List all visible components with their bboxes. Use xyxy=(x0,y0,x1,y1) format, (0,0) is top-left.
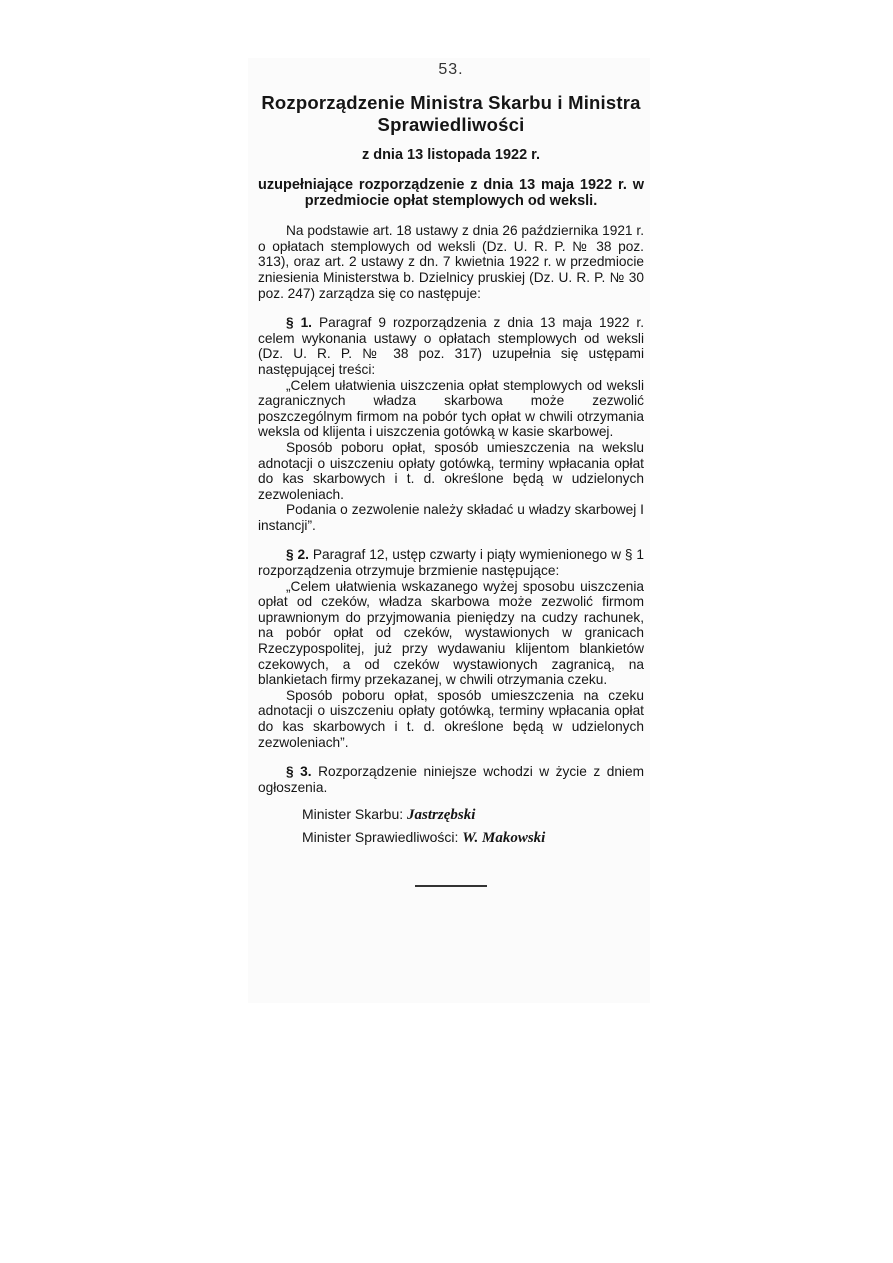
signature-name: W. Makowski xyxy=(462,830,546,847)
section-1-paragraph xyxy=(258,315,644,377)
signature-role: Minister Sprawiedliwości: xyxy=(302,829,459,846)
section-2-text: Paragraf 12, ustęp czwarty i piąty wymienionego w § 1 rozporządzenia otrzymuje brzmienie następujące: xyxy=(258,547,644,579)
document-subject: uzupełniające rozporządzenie z dnia 13 maja 1922 r. w przedmiocie opłat stemplowych od weksli. xyxy=(258,177,644,210)
section-2-quote-2: Sposób poboru opłat, sposób umieszczenia na czeku adnotacji o uiszczeniu opłaty gotówką, terminy wpłacania opłat do kas skarbowych i t. d. określone będą w udzielonych zezwoleniach”. xyxy=(258,687,644,750)
section-3-text: Rozporządzenie niniejsze wchodzi w życie z dniem ogłoszenia. xyxy=(258,764,644,795)
section-3-number: § 3. xyxy=(286,764,312,780)
signature-role: Minister Skarbu: xyxy=(302,806,404,823)
document-title: Rozporządzenie Ministra Skarbu i Ministra Sprawiedliwości xyxy=(261,91,641,135)
section-1-quote-2: Sposób poboru opłat, sposób umieszczenia na wekslu adnotacji o uiszczeniu opłaty gotówką, terminy wpłacania opłat do kas skarbowych i t. d. określone będą w udzielonych zezwoleniach. xyxy=(258,439,644,502)
signature-line-treasury xyxy=(302,805,644,824)
section-3-paragraph xyxy=(258,764,644,795)
preamble-paragraph: Na podstawie art. 18 ustawy z dnia 26 październikа 1921 r. o opłatach stemplowych od weksli (Dz. U. R. P. № 38 poz. 313), oraz art. 2 ustawy z dn. 7 kwietnia 1922 r. w przedmiocie zniesienia Ministerstwa b. Dzielnicy pruskiej (Dz. U. R. P. № 30 poz. 247) zarządza się co następuje: xyxy=(258,223,644,301)
section-1-text: Paragraf 9 rozporządzenia z dnia 13 maja 1922 r. celem wykonania ustawy o opłatach stemplowych od weksli (Dz. U. R. P. № 38 poz. 317) uzupełnia się ustępami następującej treści: xyxy=(258,315,644,377)
closing-rule xyxy=(415,885,487,887)
section-2-quote-1: „Celem ułatwienia wskazanego wyżej sposobu uiszczenia opłat od czeków, władza skarbowa może zezwolić firmom uprawnionym do przyjmowania pieniędzy na cudzy rachunek, na pobór opłat od czeków, wystawionych w granicach Rzeczypospolitej, już przy wydawaniu klijentom blankietów czekowych, a od czeków wystawionych zagranicą, na blankietach firmy przekazanej, w chwili otrzymania czeku. xyxy=(258,578,644,688)
document-date: z dnia 13 listopada 1922 r. xyxy=(361,146,541,163)
signature-line-justice xyxy=(302,828,644,847)
section-1-number: § 1. xyxy=(286,315,312,331)
page-number: 53. xyxy=(438,61,464,78)
signature-name: Jastrzębski xyxy=(407,807,476,824)
section-1-quote-1: „Celem ułatwienia uiszczenia opłat stemplowych od weksli zagranicznych władza skarbowa może zezwolić poszczególnym firmom na pobór tych opłat w chwili otrzymania weksla od klijenta i uiszczenia gotówką w kasie skarbowej. xyxy=(258,377,644,440)
document-column xyxy=(258,62,644,887)
section-2-paragraph xyxy=(258,547,644,578)
section-1-quote-3: Podania o zezwolenie należy składać u władzy skarbowej I instancji”. xyxy=(258,502,644,533)
section-2-number: § 2. xyxy=(286,547,309,563)
signature-block xyxy=(258,805,644,847)
